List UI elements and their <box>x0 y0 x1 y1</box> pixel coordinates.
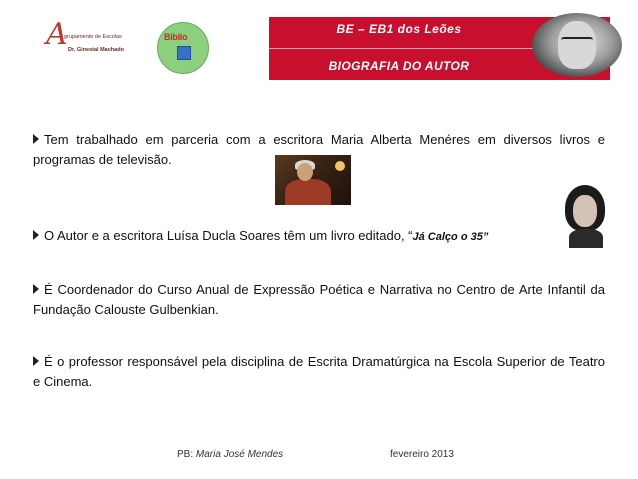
banner-subtitle: BIOGRAFIA DO AUTOR <box>328 59 470 73</box>
author-portrait <box>532 13 622 77</box>
bullet-arrow-icon <box>33 134 39 144</box>
badge-text: Biblio <box>164 32 188 42</box>
paragraph-2-text: O Autor e a escritora Luísa Ducla Soares têm um livro editado, “ <box>44 228 413 243</box>
logo-letter: A <box>46 17 68 52</box>
library-badge <box>157 22 209 74</box>
logo-line-1: grupamento de Escolas <box>64 34 122 40</box>
portrait-glasses <box>561 37 593 45</box>
paragraph-4 <box>33 352 605 392</box>
bullet-arrow-icon <box>33 356 39 366</box>
book-title: Já Calço o 35” <box>412 231 489 243</box>
photo-luisa-ducla-soares <box>559 183 611 248</box>
badge-book-icon <box>177 46 191 60</box>
footer-author <box>177 449 283 460</box>
paragraph-4-text: É o professor responsável pela disciplina de Escrita Dramatúrgica na Escola Superior de Teatro e Cinema. <box>33 354 605 389</box>
portrait-face <box>558 21 596 69</box>
footer-author-name: Maria José Mendes <box>195 449 284 460</box>
footer-author-prefix: PB: <box>177 449 194 460</box>
bullet-arrow-icon <box>33 230 39 240</box>
banner-title: BE – EB1 dos Leões <box>336 22 462 36</box>
paragraph-3 <box>33 280 605 320</box>
paragraph-1-text: Tem trabalhado em parceria com a escritora Maria Alberta Menéres em diversos livros e programas de televisão. <box>33 132 605 167</box>
school-logo <box>46 17 146 70</box>
paragraph-3-text: É Coordenador do Curso Anual de Expressão Poética e Narrativa no Centro de Arte Infantil da Fundação Calouste Gulbenkian. <box>33 282 605 317</box>
logo-line-2: Dr. Ginestal Machado <box>68 47 124 53</box>
photo-maria-alberta-meneres <box>275 155 351 205</box>
paragraph-2 <box>33 226 605 247</box>
footer-date: fevereiro 2013 <box>390 449 454 460</box>
bullet-arrow-icon <box>33 284 39 294</box>
